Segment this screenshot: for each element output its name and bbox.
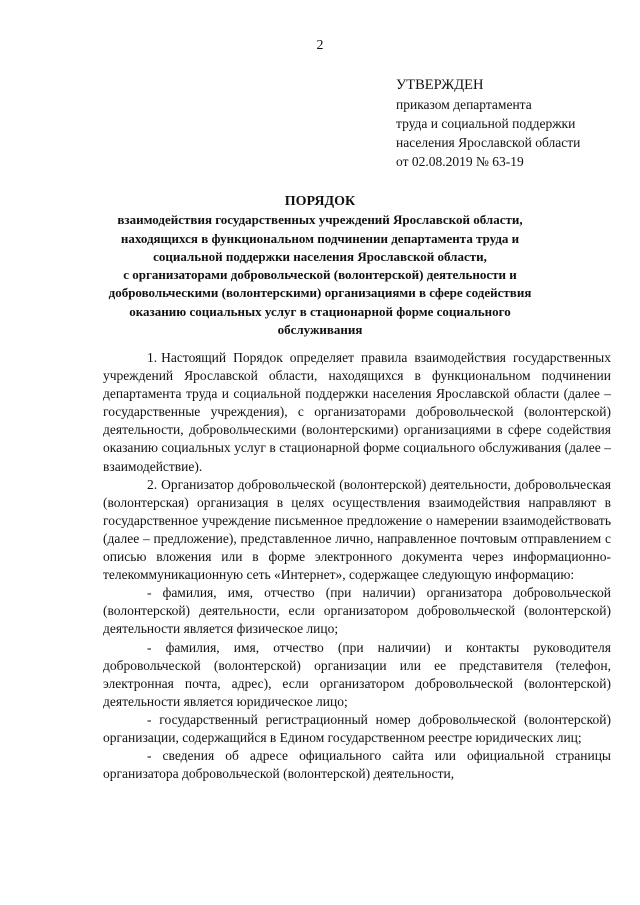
- list-item: [103, 711, 611, 747]
- list-item: [103, 584, 611, 638]
- approval-line: труда и социальной поддержки: [396, 116, 576, 131]
- title-line: находящихся в функциональном подчинении департамента труда и: [120, 230, 520, 246]
- list-item-text: - фамилия, имя, отчество (при наличии) и контакты руководителя добровольческой (волонтерской) организации или ее представителя (телефон, электронная почта, адрес), если организатором добровольческой (волонтерской) деятельности является юридическое лицо;: [103, 639, 611, 709]
- list-item: [103, 639, 611, 711]
- approval-heading: УТВЕРЖДЕН: [396, 77, 484, 93]
- paragraph-number: 1.: [147, 350, 158, 365]
- paragraph-text: Настоящий Порядок определяет правила взаимодействия государственных учреждений Ярославской области, находящихся в функциональном подчинении департамента труда и социальной поддержки населения Ярославской области (далее – государственные учреждения), с организаторами добровольческой (волонтерской) деятельности, добровольческими (волонтерскими) организациями в сфере содействия оказанию социальных услуг в стационарной форме социального обслуживания (далее – взаимодействие).: [103, 350, 611, 474]
- paragraph-number: 2.: [147, 476, 158, 492]
- list-item: [103, 747, 611, 783]
- page-number: 2: [316, 38, 324, 53]
- paragraph-text: Организатор добровольческой (волонтерской) деятельности, добровольческая (волонтерская) организация в целях осуществления взаимодействия направляют в государственное учреждение письменное предложение о намерении взаимодействовать (далее – предложение), представленное лично, направленное почтовым отправлением с описью вложения или в форме электронного документа через информационно-телекоммуникационную сеть «Интернет», содержащее следующую информацию:: [103, 476, 611, 583]
- title-line: социальной поддержки населения Ярославской области,: [153, 248, 487, 264]
- paragraph-1: [103, 349, 611, 476]
- document-title: [100, 193, 540, 339]
- title-line: добровольческими (волонтерскими) организациями в сфере содействия: [108, 285, 532, 301]
- title-main: ПОРЯДОК: [284, 194, 356, 209]
- document-body: [103, 349, 611, 783]
- list-item-text: - государственный регистрационный номер добровольческой (волонтерской) организации, содержащийся в Едином государственном реестре юридических лиц;: [103, 711, 611, 745]
- approval-line: населения Ярославской области: [396, 135, 581, 150]
- title-line: оказанию социальных услуг в стационарной форме социального: [129, 303, 511, 319]
- title-line: обслуживания: [277, 322, 363, 338]
- title-line: взаимодействия государственных учреждений Ярославской области,: [117, 212, 523, 228]
- approval-line: от 02.08.2019 № 63-19: [396, 154, 524, 169]
- list-item-text: - сведения об адресе официального сайта или официальной страницы организатора добровольческой (волонтерской) деятельности,: [103, 748, 611, 782]
- list-item-text: - фамилия, имя, отчество (при наличии) организатора добровольческой (волонтерской) деятельности, если организатором добровольческой (волонтерской) деятельности является физическое лицо;: [103, 585, 611, 637]
- approval-line: приказом департамента: [396, 97, 532, 112]
- title-line: с организаторами добровольческой (волонтерской) деятельности и: [123, 267, 517, 283]
- approval-stamp: [396, 76, 580, 171]
- paragraph-2: [103, 476, 611, 585]
